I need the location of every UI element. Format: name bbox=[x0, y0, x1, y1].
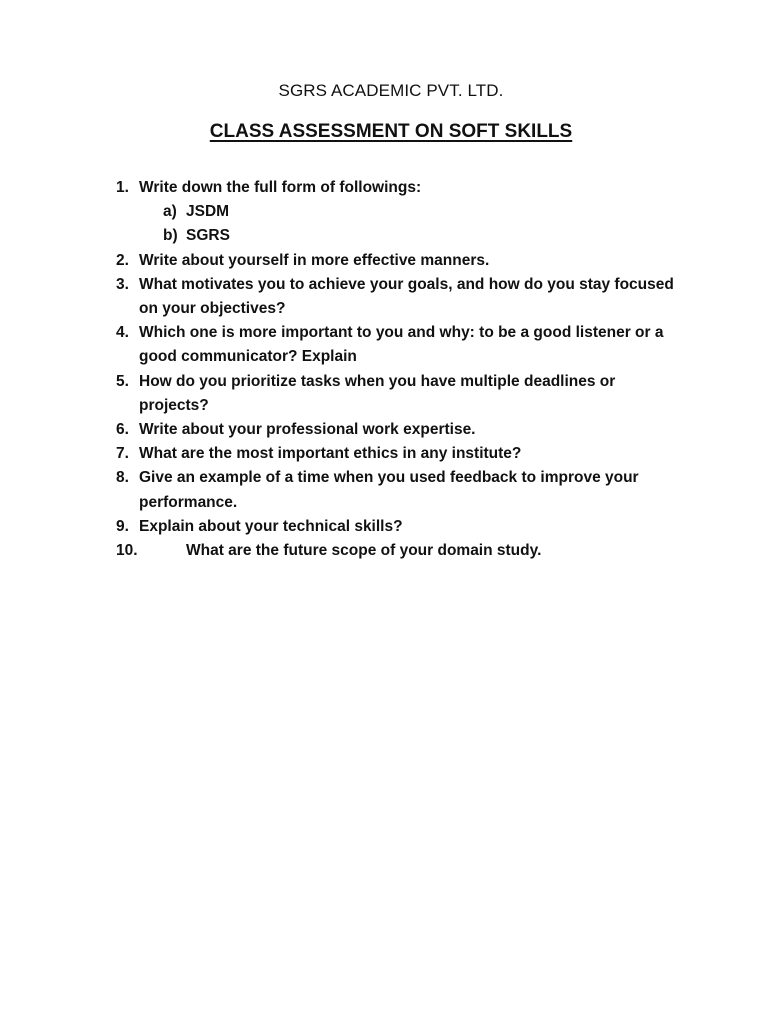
question-number: 4. bbox=[116, 324, 129, 342]
question-item bbox=[116, 273, 676, 321]
question-number: 6. bbox=[116, 421, 129, 439]
question-number: 5. bbox=[116, 372, 129, 390]
question-list bbox=[116, 176, 676, 563]
question-item bbox=[116, 442, 676, 466]
sub-item bbox=[116, 224, 676, 248]
question-number: 9. bbox=[116, 517, 129, 535]
document-title: CLASS ASSESSMENT ON SOFT SKILLS bbox=[209, 121, 573, 142]
question-text: What are the most important ethics in any institute? bbox=[139, 445, 522, 463]
question-item bbox=[116, 176, 676, 200]
question-number: 2. bbox=[116, 251, 129, 269]
question-text: Give an example of a time when you used feedback to improve your performance. bbox=[139, 469, 639, 511]
question-item bbox=[116, 466, 676, 514]
question-item bbox=[116, 370, 676, 418]
sub-item-text: JSDM bbox=[186, 203, 230, 221]
question-text: How do you prioritize tasks when you have multiple deadlines or projects? bbox=[139, 372, 616, 414]
question-text: Write about yourself in more effective manners. bbox=[139, 251, 490, 269]
question-number: 8. bbox=[116, 469, 129, 487]
question-text: Which one is more important to you and why: to be a good listener or a good communicator? Explain bbox=[139, 324, 664, 366]
question-number: 7. bbox=[116, 445, 129, 463]
question-text: Explain about your technical skills? bbox=[139, 517, 403, 535]
question-item bbox=[116, 539, 676, 563]
organization-name: SGRS ACADEMIC PVT. LTD. bbox=[278, 81, 504, 100]
sub-item-text: SGRS bbox=[186, 227, 230, 245]
question-number: 3. bbox=[116, 275, 129, 293]
sub-item-label: a) bbox=[163, 203, 177, 221]
question-number: 10. bbox=[116, 542, 138, 560]
sub-item bbox=[116, 200, 676, 224]
question-item bbox=[116, 249, 676, 273]
question-text: Write down the full form of followings: bbox=[139, 179, 422, 196]
question-text: Write about your professional work expertise. bbox=[139, 421, 476, 439]
question-number: 1. bbox=[116, 179, 129, 196]
question-item bbox=[116, 515, 676, 539]
sub-item-label: b) bbox=[163, 227, 178, 245]
question-item bbox=[116, 418, 676, 442]
question-text: What motivates you to achieve your goals, and how do you stay focused on your objectives? bbox=[139, 275, 674, 318]
question-text: What are the future scope of your domain study. bbox=[186, 542, 542, 560]
question-item bbox=[116, 321, 676, 369]
